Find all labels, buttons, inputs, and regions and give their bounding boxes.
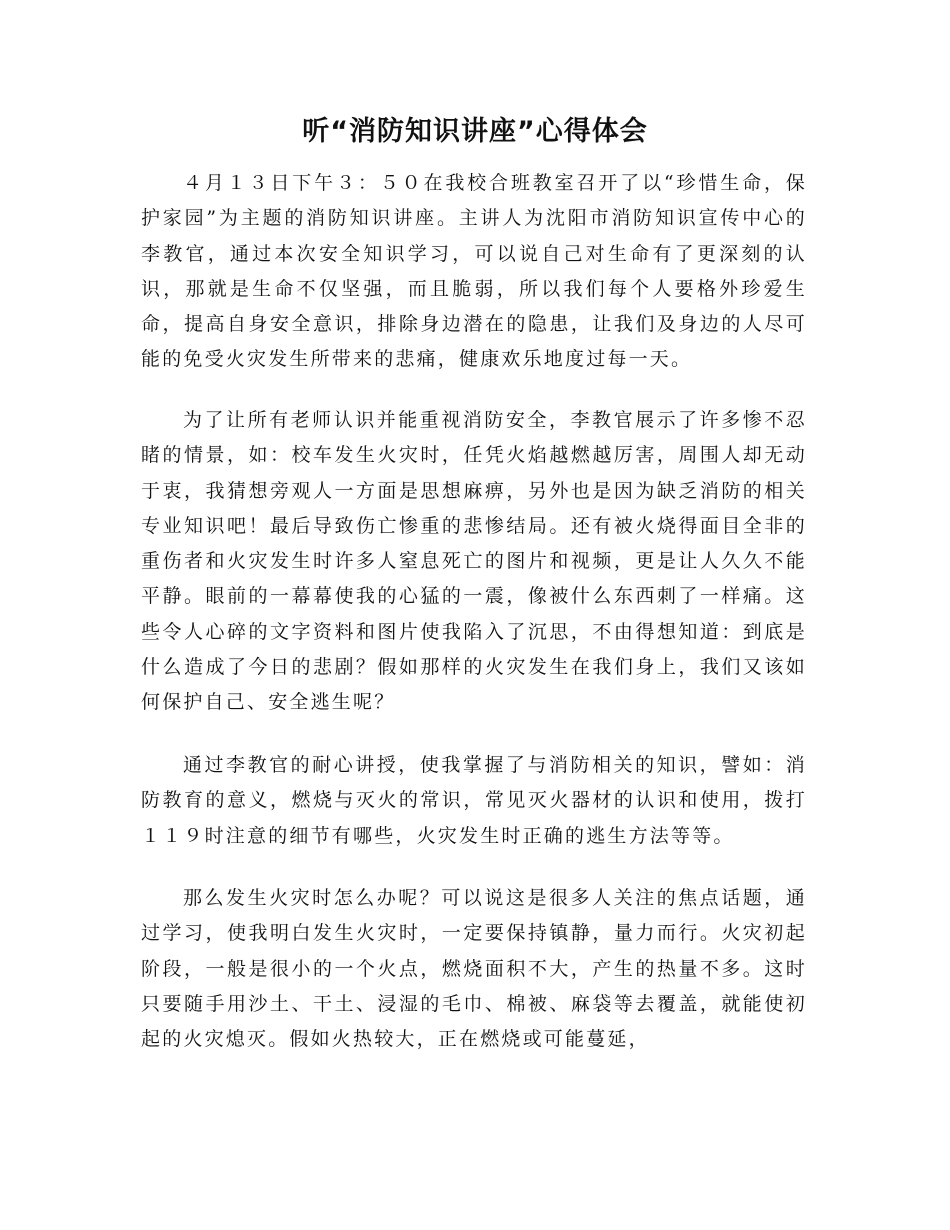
paragraph-knowledge: 通过李教官的耐心讲授，使我掌握了与消防相关的知识，譬如：消防教育的意义，燃烧与灭火的常识，常见灭火器材的认识和使用，拨打１１９时注意的细节有哪些，火灾发生时正确的逃生方法等等。 <box>141 754 807 847</box>
paragraph-fire-response: 那么发生火灾时怎么办呢？可以说这是很多人关注的焦点话题，通过学习，使我明白发生火灾时，一定要保持镇静，量力而行。火灾初起阶段，一般是很小的一个火点，燃烧面积不大，产生的热量不多。这时只要随手用沙土、干土、浸湿的毛巾、棉被、麻袋等去覆盖，就能使初起的火灾熄灭。假如火热较大，正在燃烧或可能蔓延， <box>141 887 807 1051</box>
document-title: 听“消防知识讲座”心得体会 <box>302 116 648 147</box>
paragraph-scenes: 为了让所有老师认识并能重视消防安全，李教官展示了许多惨不忍睹的情景，如：校车发生火灾时，任凭火焰越燃越厉害，周围人却无动于衷，我猜想旁观人一方面是思想麻痹，另外也是因为缺乏消防的相关专业知识吧！最后导致伤亡惨重的悲惨结局。还有被火烧得面目全非的重伤者和火灾发生时许多人窒息死亡的图片和视频，更是让人久久不能平静。眼前的一幕幕使我的心猛的一震，像被什么东西刺了一样痛。这些令人心碎的文字资料和图片使我陷入了沉思，不由得想知道：到底是什么造成了今日的悲剧？假如那样的火灾发生在我们身上，我们又该如何保护自己、安全逃生呢？ <box>141 409 807 714</box>
paragraph-intro: ４月１３日下午３：５０在我校合班教室召开了以“珍惜生命，保护家园”为主题的消防知识讲座。主讲人为沈阳市消防知识宣传中心的李教官，通过本次安全知识学习，可以说自己对生命有了更深刻的认识，那就是生命不仅坚强，而且脆弱，所以我们每个人要格外珍爱生命，提高自身安全意识，排除身边潜在的隐患，让我们及身边的人尽可能的免受火灾发生所带来的悲痛，健康欢乐地度过每一天。 <box>141 172 807 371</box>
